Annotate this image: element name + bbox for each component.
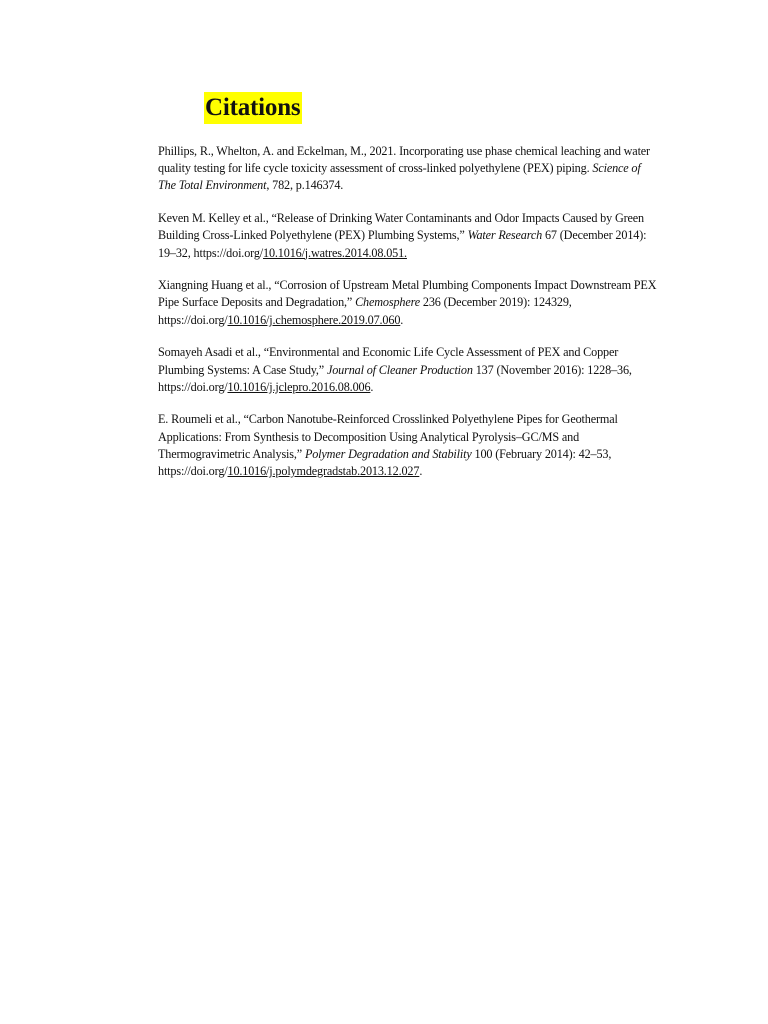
citation-list	[158, 143, 658, 496]
journal-name: Polymer Degradation and Stability	[304, 446, 472, 461]
citation-item	[158, 143, 658, 195]
doi-prefix: https://doi.org/	[158, 379, 228, 394]
citation-item	[158, 411, 658, 480]
journal-name: Chemosphere	[355, 295, 420, 310]
citation-details: 100 (February 2014): 42–53,	[471, 446, 612, 461]
journal-name: Science of The Total Environment	[158, 161, 641, 193]
page-title: Citations	[204, 92, 302, 124]
doi-link[interactable]: 10.1016/j.chemosphere.2019.07.060	[227, 312, 401, 327]
citation-item	[158, 344, 658, 396]
citation-end: .	[400, 312, 404, 327]
citation-end: .	[370, 379, 374, 394]
citation-text: Somayeh Asadi et al., “Environmental and Economic Life Cycle Assessment of PEX and Copper Plumbing Systems: A Case Study,”	[158, 345, 619, 377]
citation-details: 236 (December 2019): 124329,	[420, 295, 572, 310]
citation-text: Xiangning Huang et al., “Corrosion of Upstream Metal Plumbing Components Impact Downstream PEX Pipe Surface Deposits and Degradation,”	[158, 278, 657, 310]
citation-details: , 782, p.146374.	[266, 178, 344, 193]
citation-item	[158, 277, 658, 329]
journal-name: Journal of Cleaner Production	[326, 362, 473, 377]
citation-text: E. Roumeli et al., “Carbon Nanotube-Reinforced Crosslinked Polyethylene Pipes for Geothermal Applications: From Synthesis to Decomposition Using Analytical Pyrolysis–GC/MS and Thermogravimetric Analysis,”	[158, 412, 618, 461]
citation-details: 137 (November 2016): 1228–36,	[472, 362, 632, 377]
citation-details: 67 (December 2014): 19–32,	[158, 228, 647, 260]
doi-prefix: https://doi.org/	[158, 464, 228, 479]
citation-text: Phillips, R., Whelton, A. and Eckelman, M., 2021. Incorporating use phase chemical leaching and water quality testing for life cycle toxicity assessment of cross-linked polyethylene (PEX) piping.	[158, 144, 650, 176]
doi-link[interactable]: 10.1016/j.polymdegradstab.2013.12.027	[227, 464, 420, 479]
journal-name: Water Research	[467, 228, 543, 243]
doi-prefix: https://doi.org/	[193, 245, 264, 260]
citation-end: .	[419, 464, 423, 479]
doi-link[interactable]: 10.1016/j.watres.2014.08.051.	[263, 245, 407, 260]
citation-item	[158, 210, 658, 262]
citation-text: Keven M. Kelley et al., “Release of Drinking Water Contaminants and Odor Impacts Caused by Green Building Cross-Linked Polyethylene (PEX) Plumbing Systems,”	[158, 211, 644, 243]
doi-prefix: https://doi.org/	[158, 312, 228, 327]
doi-link[interactable]: 10.1016/j.jclepro.2016.08.006	[227, 379, 371, 394]
